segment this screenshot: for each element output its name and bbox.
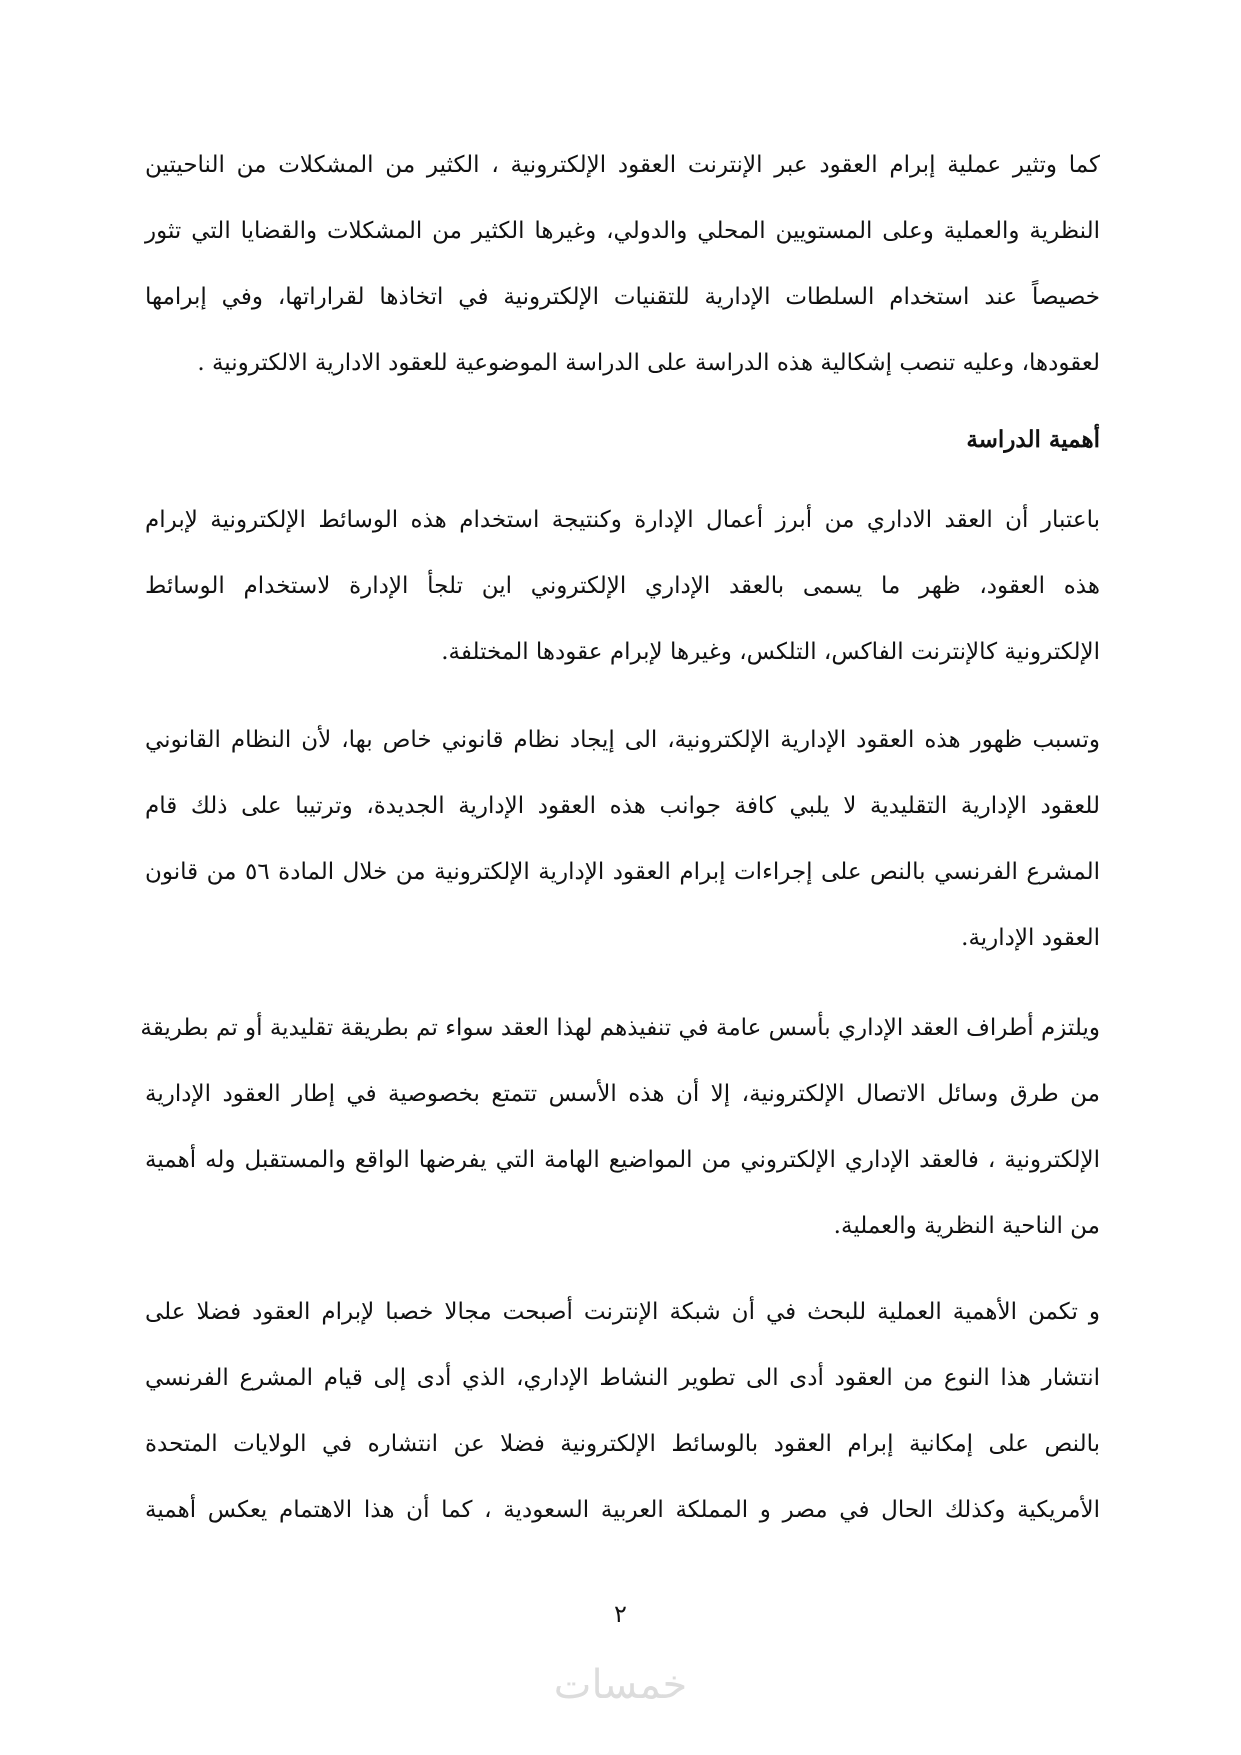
text-line: للعقود الإدارية التقليدية لا يلبي كافة جوانب هذه العقود الإدارية الجديدة، وترتيبا على ذلك قام bbox=[145, 793, 1100, 819]
text-line: ويلتزم أطراف العقد الإداري بأسس عامة في تنفيذهم لهذا العقد سواء تم بطريقة تقليدية أو تم بطريقة bbox=[140, 1015, 1100, 1041]
text-line: العقود الإدارية. bbox=[961, 925, 1100, 951]
text-line: الإلكترونية كالإنترنت الفاكس، التلكس، وغيرها لإبرام عقودها المختلفة. bbox=[441, 639, 1100, 665]
paragraph-3 bbox=[140, 995, 1100, 1259]
text-line: وتسبب ظهور هذه العقود الإدارية الإلكترونية، الى إيجاد نظام قانوني خاص بها، لأن النظام القانوني bbox=[145, 727, 1100, 753]
text-line: الأمريكية وكذلك الحال في مصر و المملكة العربية السعودية ، كما أن هذا الاهتمام يعكس أهمية bbox=[145, 1497, 1100, 1523]
paragraph-1 bbox=[145, 487, 1100, 685]
text-line: هذه العقود، ظهر ما يسمى بالعقد الإداري الإلكتروني اين تلجأ الإدارة لاستخدام الوسائط bbox=[145, 573, 1100, 599]
text-line: من طرق وسائل الاتصال الإلكترونية، إلا أن هذه الأسس تتمتع بخصوصية في إطار العقود الإدارية bbox=[145, 1081, 1100, 1107]
section-heading: أهمية الدراسة bbox=[966, 426, 1100, 453]
text-line: كما وتثير عملية إبرام العقود عبر الإنترنت العقود الإلكترونية ، الكثير من المشكلات من الناحيتين bbox=[145, 152, 1100, 178]
text-line: لعقودها، وعليه تنصب إشكالية هذه الدراسة على الدراسة الموضوعية للعقود الادارية الالكترونية . bbox=[197, 350, 1100, 376]
watermark-logo: خمسات bbox=[553, 1662, 688, 1708]
text-line: انتشار هذا النوع من العقود أدى الى تطوير النشاط الإداري، الذي أدى إلى قيام المشرع الفرنسي bbox=[145, 1365, 1100, 1391]
text-line: من الناحية النظرية والعملية. bbox=[833, 1213, 1100, 1239]
text-line: بالنص على إمكانية إبرام العقود بالوسائط الإلكترونية فضلا عن انتشاره في الولايات المتحدة bbox=[145, 1431, 1100, 1457]
paragraph-2 bbox=[145, 707, 1100, 971]
text-line: و تكمن الأهمية العملية للبحث في أن شبكة الإنترنت أصبحت مجالا خصبا لإبرام العقود فضلا على bbox=[145, 1299, 1100, 1325]
paragraph-intro bbox=[145, 132, 1100, 396]
text-line: خصيصاً عند استخدام السلطات الإدارية للتقنيات الإلكترونية في اتخاذها لقراراتها، وفي إبرامها bbox=[145, 284, 1100, 310]
text-line: النظرية والعملية وعلى المستويين المحلي والدولي، وغيرها الكثير من المشكلات والقضايا التي تثور bbox=[145, 218, 1100, 244]
text-line: الإلكترونية ، فالعقد الإداري الإلكتروني من المواضيع الهامة التي يفرضها الواقع والمستقبل وله أهمية bbox=[145, 1147, 1100, 1173]
paragraph-4 bbox=[145, 1279, 1100, 1543]
page-number: ٢ bbox=[614, 1600, 627, 1628]
text-line: المشرع الفرنسي بالنص على إجراءات إبرام العقود الإدارية الإلكترونية من خلال المادة ٥٦ من قانون bbox=[145, 859, 1100, 885]
text-line: باعتبار أن العقد الاداري من أبرز أعمال الإدارة وكنتيجة استخدام هذه الوسائط الإلكترونية لإبرام bbox=[145, 507, 1100, 533]
